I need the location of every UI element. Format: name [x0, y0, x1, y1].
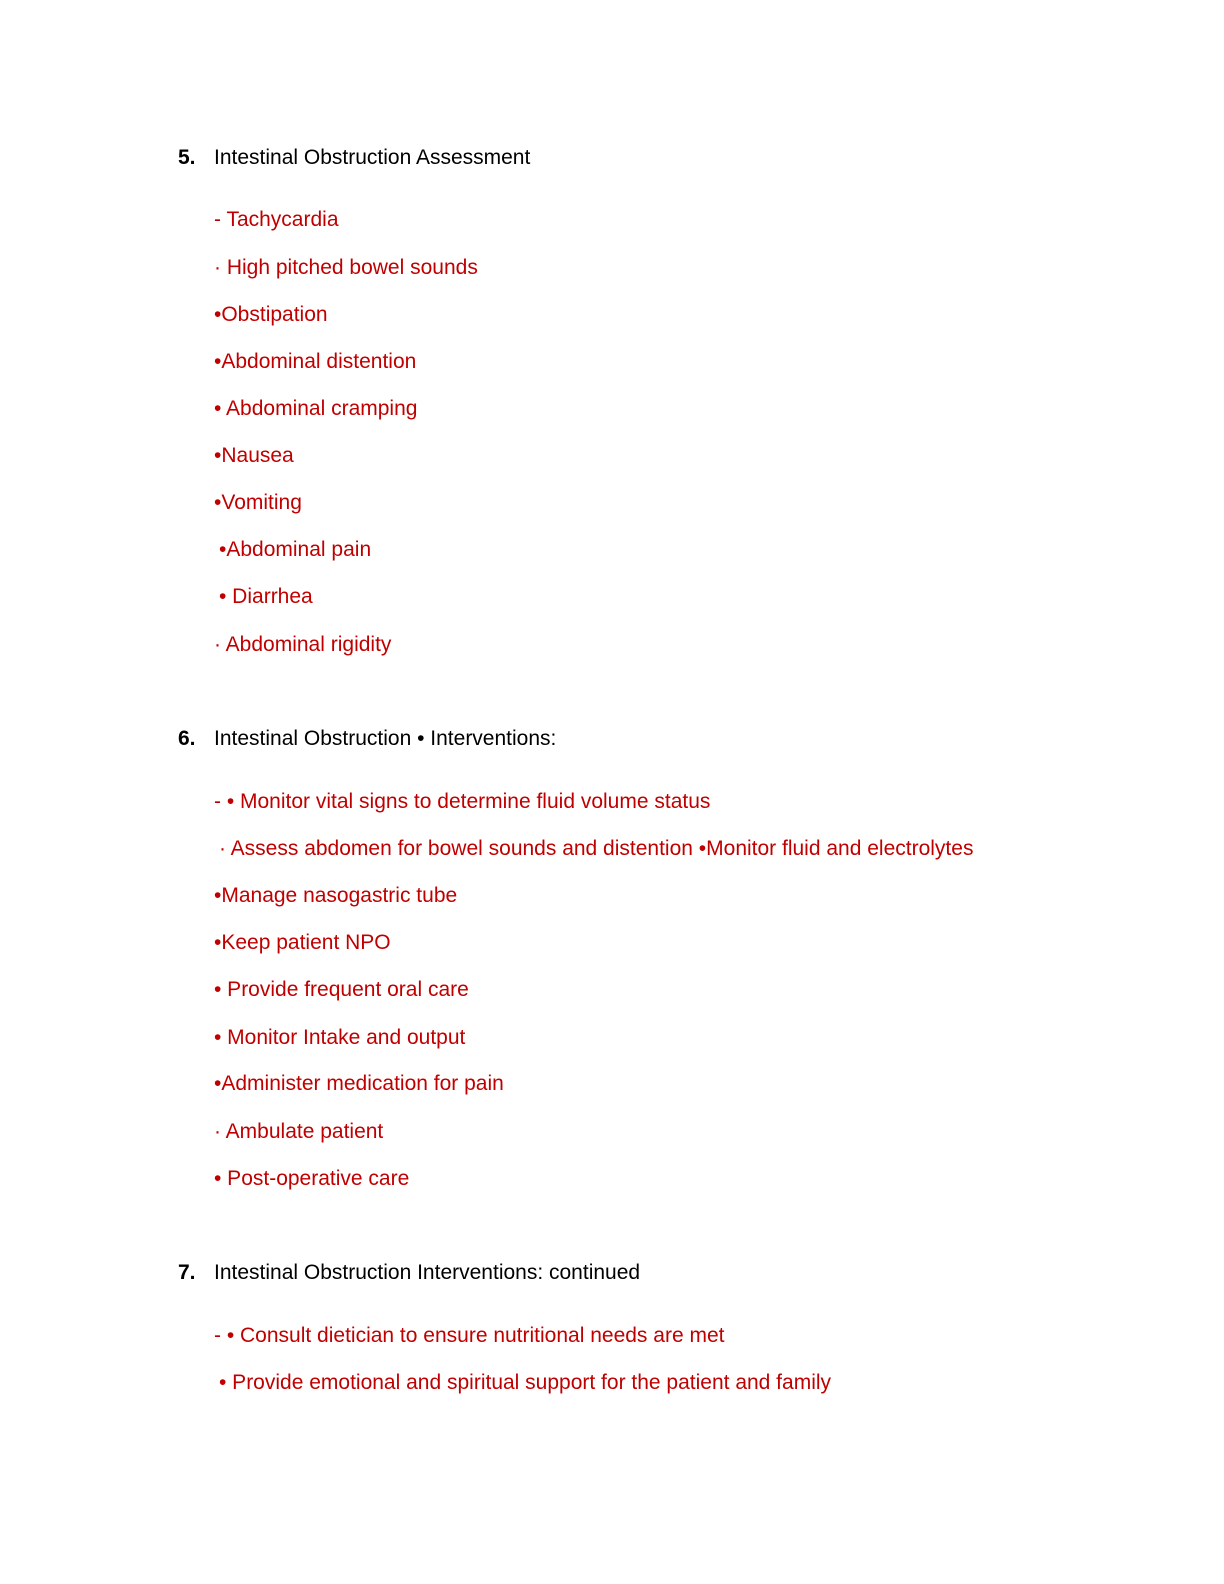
- section-heading: [178, 145, 530, 171]
- answer-line: • Abdominal cramping: [214, 397, 418, 420]
- answer-line: • Monitor Intake and output: [214, 1026, 466, 1049]
- answer-line: • Post-operative care: [214, 1167, 410, 1190]
- section-number: 7.: [178, 1261, 196, 1284]
- answer-line: • Diarrhea: [219, 585, 313, 608]
- answer-line: •Administer medication for pain: [214, 1072, 504, 1095]
- answer-line: •Manage nasogastric tube: [214, 884, 458, 907]
- answer-line: • Provide emotional and spiritual support for the patient and family: [219, 1371, 832, 1394]
- answer-line: •Abdominal distention: [214, 350, 417, 373]
- answer-line: •Abdominal pain: [219, 538, 372, 561]
- section-title: Intestinal Obstruction Assessment: [214, 146, 531, 169]
- answer-line: - • Consult dietician to ensure nutritional needs are met: [214, 1324, 725, 1347]
- section-number: 5.: [178, 146, 196, 169]
- answer-line: · Abdominal rigidity: [214, 633, 392, 656]
- answer-line: •Keep patient NPO: [214, 931, 391, 954]
- answer-line: · Assess abdomen for bowel sounds and distention •Monitor fluid and electrolytes: [219, 837, 974, 860]
- answer-line: - • Monitor vital signs to determine fluid volume status: [214, 790, 711, 813]
- section-title: Intestinal Obstruction • Interventions:: [214, 727, 557, 750]
- answer-line: - Tachycardia: [214, 208, 339, 231]
- section-title: Intestinal Obstruction Interventions: continued: [214, 1261, 641, 1284]
- section-number: 6.: [178, 727, 196, 750]
- answer-line: •Obstipation: [214, 303, 328, 326]
- answer-line: •Nausea: [214, 444, 294, 467]
- section-heading: [178, 1260, 640, 1286]
- section-heading: [178, 726, 556, 752]
- answer-line: · Ambulate patient: [214, 1120, 384, 1143]
- answer-line: •Vomiting: [214, 491, 302, 514]
- answer-line: • Provide frequent oral care: [214, 978, 469, 1001]
- answer-line: · High pitched bowel sounds: [214, 256, 478, 279]
